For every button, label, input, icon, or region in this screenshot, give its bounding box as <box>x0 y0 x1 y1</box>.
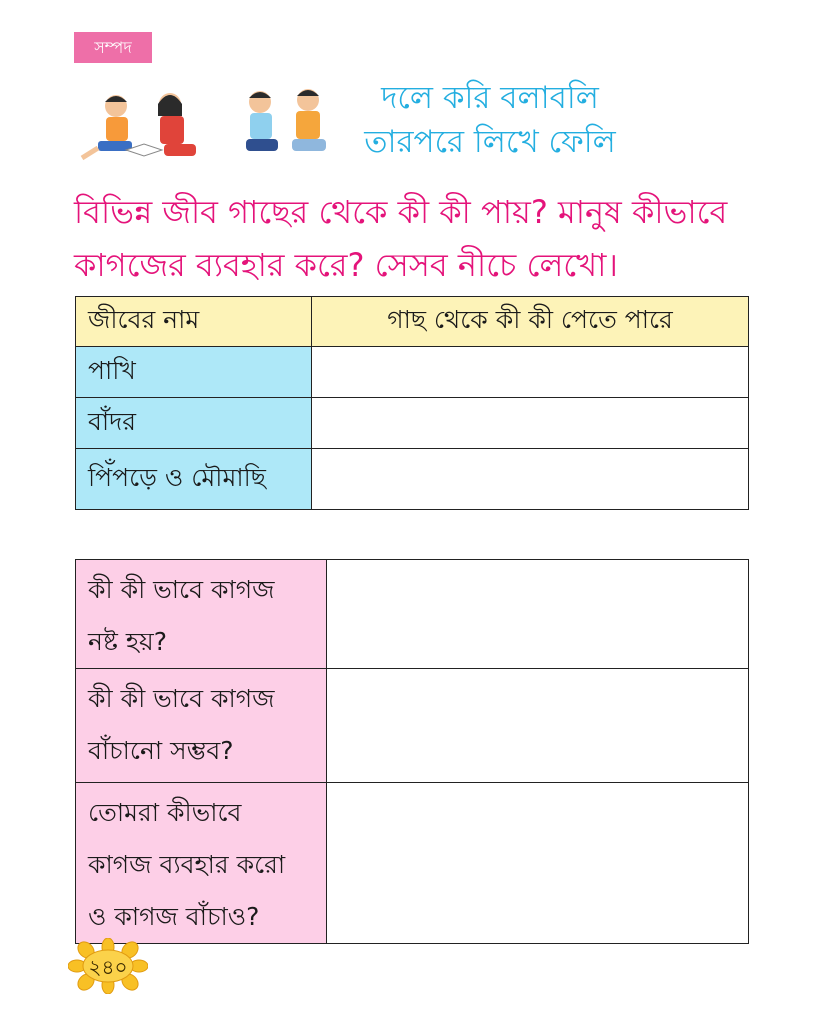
table-row <box>76 669 749 783</box>
question-cell <box>76 560 327 669</box>
organism-name: পাখি <box>76 347 312 398</box>
question-line: তোমরা কীভাবে <box>88 798 242 827</box>
prompt-line-1: বিভিন্ন জীব গাছের থেকে কী কী পায়? মানুষ কীভাবে <box>74 193 728 231</box>
organism-name: পিঁপড়ে ও মৌমাছি <box>76 449 312 510</box>
table-row <box>76 560 749 669</box>
question-line: বাঁচানো সম্ভব? <box>88 736 234 765</box>
question-line: কী কী ভাবে কাগজ <box>88 575 275 604</box>
boys-talking-illustration <box>232 84 338 168</box>
heading-line-1: দলে করি বলাবলি <box>381 80 599 116</box>
prompt-line-2: কাগজের ব্যবহার করে? সেসব নীচে লেখো। <box>74 246 618 284</box>
activity-heading <box>340 76 640 164</box>
organisms-table <box>75 296 749 510</box>
column-header-organism: জীবের নাম <box>76 297 312 347</box>
table-row <box>76 783 749 944</box>
answer-cell[interactable] <box>327 560 749 669</box>
answer-cell[interactable] <box>312 398 749 449</box>
children-reading-illustration <box>78 86 208 168</box>
page-number-badge <box>68 938 148 994</box>
organism-name: বাঁদর <box>76 398 312 449</box>
heading-line-2: তারপরে লিখে ফেলি <box>364 124 616 160</box>
table-row <box>76 449 749 510</box>
column-header-benefits: গাছ থেকে কী কী পেতে পারে <box>312 297 749 347</box>
answer-cell[interactable] <box>312 449 749 510</box>
table-row <box>76 398 749 449</box>
question-cell <box>76 669 327 783</box>
question-line: কাগজ ব্যবহার করো <box>88 850 286 879</box>
question-line: ও কাগজ বাঁচাও? <box>88 902 260 931</box>
question-line: কী কী ভাবে কাগজ <box>88 684 275 713</box>
answer-cell[interactable] <box>327 783 749 944</box>
question-line: নষ্ট হয়? <box>88 627 167 656</box>
answer-cell[interactable] <box>312 347 749 398</box>
answer-cell[interactable] <box>327 669 749 783</box>
page-number: ২৪০ <box>88 955 128 979</box>
paper-questions-table <box>75 559 749 944</box>
question-cell <box>76 783 327 944</box>
activity-prompt <box>74 186 774 292</box>
table-row <box>76 347 749 398</box>
section-chip: সম্পদ <box>74 32 152 63</box>
